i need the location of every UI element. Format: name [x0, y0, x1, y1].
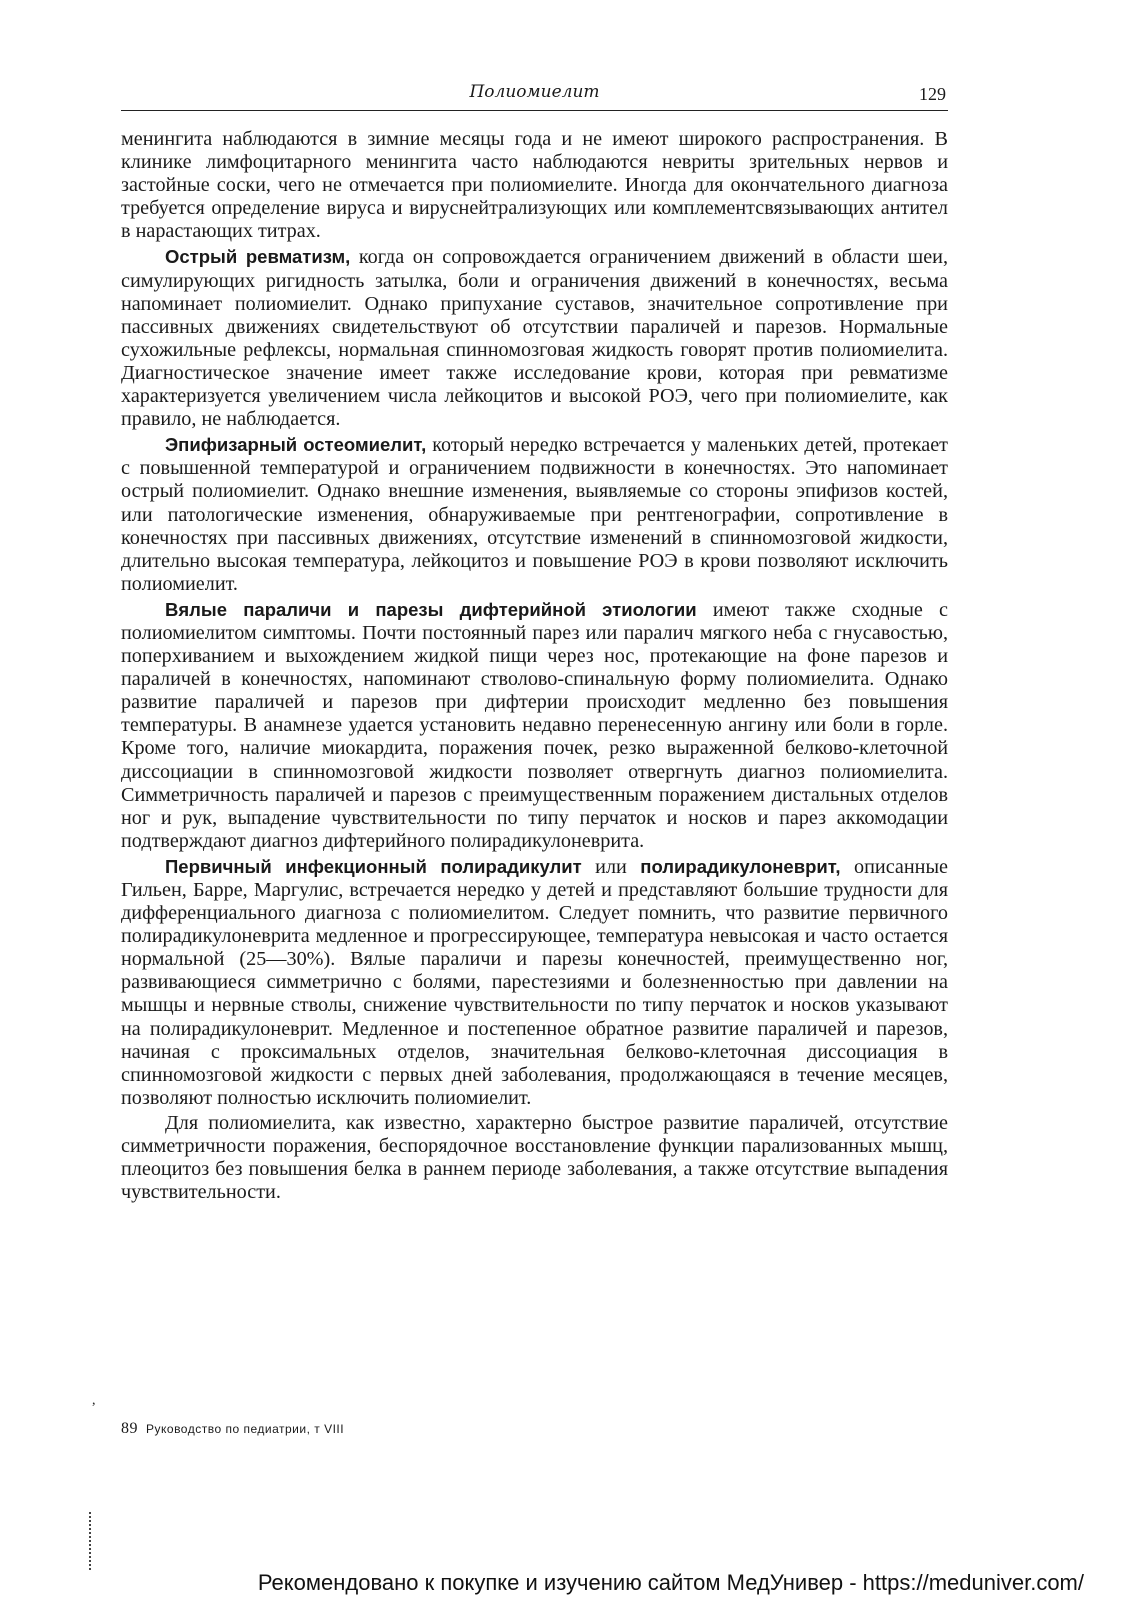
paragraph-text: менингита наблюдаются в зимние месяцы года и не имеют широкого распространения. В клинике лимфоцитарного менингита часто наблюдаются невриты зрительных нервов и застойные соски, чего не отмечается при полиомиелите. Иногда для окончательного диагноза требуется определение вируса и вируснейтрализующих или комплементсвязывающих антител в нарастающих титрах.	[121, 128, 948, 243]
body-text	[121, 128, 948, 1206]
paragraph-continuation	[121, 128, 948, 243]
running-title: Полиомиелит	[469, 82, 600, 102]
paragraph-heading: Эпифизарный остеомиелит,	[165, 434, 427, 456]
signature-number: 89	[121, 1420, 138, 1437]
signature-text: Руководство по педиатрии, т VIII	[146, 1422, 345, 1436]
paragraph-heading: Первичный инфекционный полирадикулит	[165, 855, 582, 877]
paragraph-diphtheria	[121, 598, 948, 853]
paragraph-text: который нередко встречается у маленьких детей, протекает с повышенной температурой и ограничением подвижности в конечностях. Это напоминает острый полиомиелит. Однако внешние изменения, выявляемые со стороны эпифизов костей, или патологические изменения, обнаруживаемые при рентгенографии, сопротивление в конечностях при пассивных движениях, отсутствие изменений в спинномозговой жидкости, длительно высокая температура, лейкоцитоз и повышение РОЭ в крови позволяют исключить полиомиелит.	[121, 434, 948, 595]
footer-banner: Рекомендовано к покупке и изучению сайтом МедУнивер - https://meduniver.com/	[257, 1570, 1084, 1595]
paragraph-text: когда он сопровождается ограничением движений в области шеи, симулирующих ригидность затылка, боли и ограничения движений в конечностях, весьма напоминает полиомиелит. Однако припухание суставов, значительное сопротивление при пассивных движениях свидетельствуют об отсутствии параличей и парезов. Нормальные сухожильные рефлексы, нормальная спинномозговая жидкость говорят против полиомиелита. Диагностическое значение имеет также исследование крови, которая при ревматизме характеризуется увеличением числа лейкоцитов и высокой РОЭ, чего при полиомиелите, как правило, не наблюдается.	[121, 246, 949, 431]
page-number: 129	[919, 84, 946, 104]
margin-mark: ,	[92, 1393, 96, 1408]
paragraph-conclusion	[121, 1112, 948, 1204]
paragraph-heading-secondary: полирадикулоневрит,	[640, 855, 841, 877]
binding-edge-mark	[89, 1512, 93, 1570]
paragraph-heading: Острый ревматизм,	[165, 246, 351, 268]
paragraph-rheumatism	[121, 245, 948, 431]
paragraph-text: Для полиомиелита, как известно, характерно быстрое развитие параличей, отсутствие симметричности поражения, беспорядочное восстановление функции парализованных мышц, плеоцитоз без повышения белка в раннем периоде заболевания, а также отсутствие выпадения чувствительности.	[121, 1111, 948, 1204]
paragraph-text: имеют также сходные с полиомиелитом симптомы. Почти постоянный парез или паралич мягкого неба с гнусавостью, поперхиванием и выхождением жидкой пищи через нос, протекающие на фоне парезов и параличей в конечностях, напоминают стволово-спинальную форму полиомиелита. Однако развитие параличей и парезов при дифтерии происходит медленно без повышения температуры. В анамнезе удается установить недавно перенесенную ангину или боли в горле. Кроме того, наличие миокардита, поражения почек, резко выраженной белково-клеточной диссоциации в спинномозговой жидкости позволяет отвергнуть диагноз полиомиелита. Симметричность параличей и парезов с преимущественным поражением дистальных отделов ног и рук, выпадение чувствительности по типу перчаток и носков и парез аккомодации подтверждают диагноз дифтерийного полирадикулоневрита.	[121, 598, 948, 852]
printer-signature	[121, 1420, 344, 1438]
paragraph-heading: Вялые параличи и парезы дифтерийной этиологии	[165, 598, 697, 620]
paragraph-connector: или	[581, 855, 641, 878]
paragraph-text: описанные Гильен, Барре, Маргулис, встречается нередко у детей и представляют большие трудности для дифференциального диагноза с полиомиелитом. Следует помнить, что развитие первичного полирадикулоневрита медленное и прогрессирующее, температура невысокая и часто остается нормальной (25—30%). Вялые параличи и парезы конечностей, преимущественно ног, развивающиеся симметрично с болями, парестезиями и болезненностью при давлении на мышцы и нервные стволы, снижение чувствительности по типу перчаток и носков указывают на полирадикулоневрит. Медленное и постепенное обратное развитие параличей и парезов, начиная с проксимальных отделов, значительная белково-клеточная диссоциация в спинномозговой жидкости с первых дней заболевания, продолжающаяся в течение месяцев, позволяют полностью исключить полиомиелит.	[121, 855, 948, 1109]
paragraph-polyradiculitis	[121, 855, 948, 1110]
paragraph-osteomyelitis	[121, 433, 948, 596]
running-header	[121, 82, 948, 111]
